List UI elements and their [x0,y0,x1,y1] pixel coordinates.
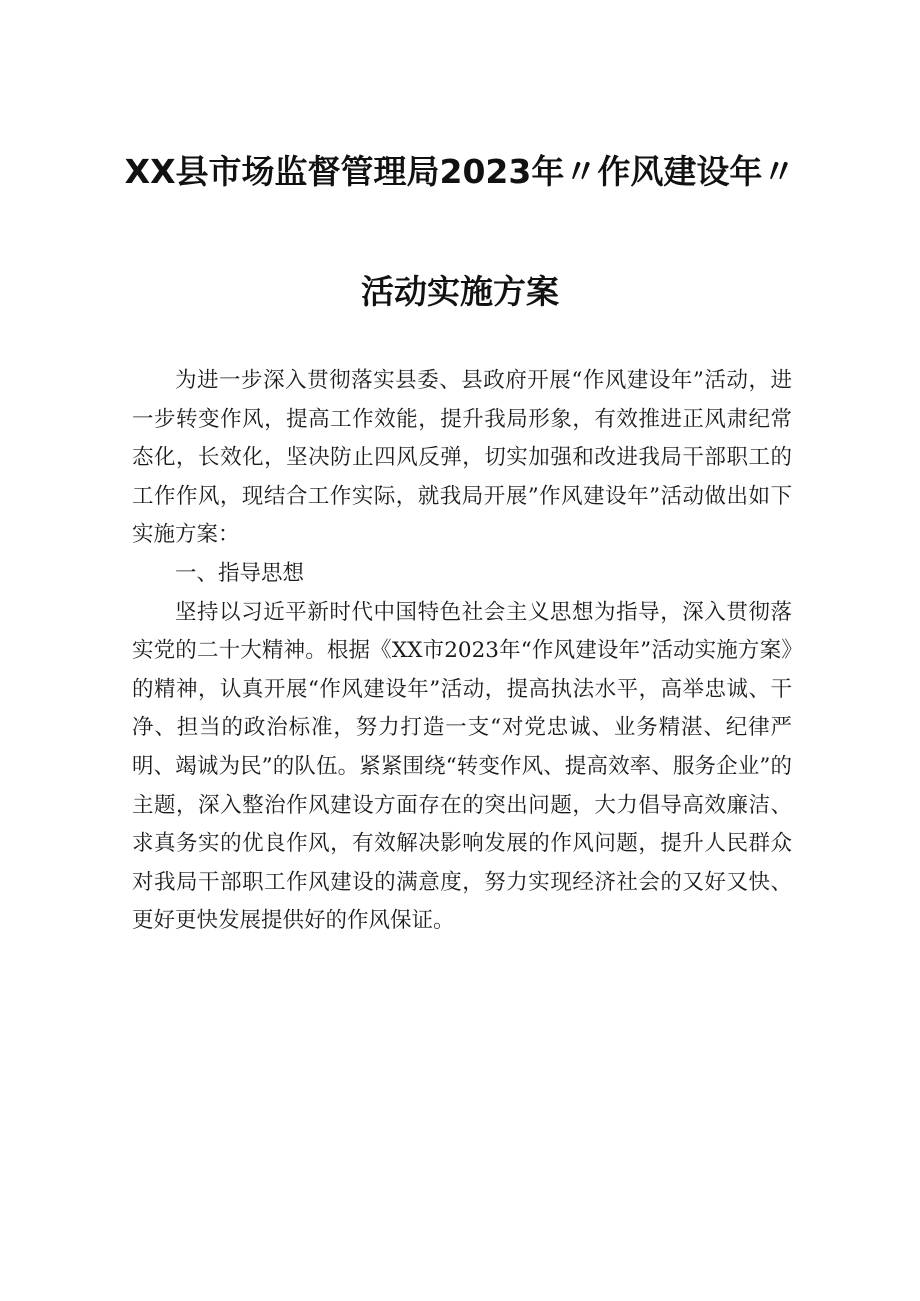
document-title-line-2: 活动实施方案 [361,272,559,311]
section-heading-guiding-ideology: 一、指导思想 [175,560,305,586]
document-body [132,362,792,941]
document-title-line-1: XX县市场监督管理局2023年〃作风建设年〃 [124,152,796,191]
guiding-ideology-paragraph: 坚持以习近平新时代中国特色社会主义思想为指导，深入贯彻落实党的二十大精神。根据《XX市2023年“作风建设年”活动实施方案》的精神，认真开展“作风建设年”活动，提高执法水平，高举忠诚、干净、担当的政治标准，努力打造一支“对党忠诚、业务精湛、纪律严明、竭诚为民”的队伍。紧紧围绕“转变作风、提高效率、服务企业”的主题，深入整治作风建设方面存在的突出问题，大力倡导高效廉洁、求真务实的优良作风，有效解决影响发展的作风问题，提升人民群众对我局干部职工作风建设的满意度，努力实现经济社会的又好又快、更好更快发展提供好的作风保证。 [132,599,792,934]
intro-paragraph: 为进一步深入贯彻落实县委、县政府开展“作风建设年”活动，进一步转变作风，提高工作效能，提升我局形象，有效推进正风肃纪常态化，长效化，坚决防止四风反弹，切实加强和改进我局干部职工的工作作风，现结合工作实际，就我局开展”作风建设年”活动做出如下实施方案： [132,368,792,548]
